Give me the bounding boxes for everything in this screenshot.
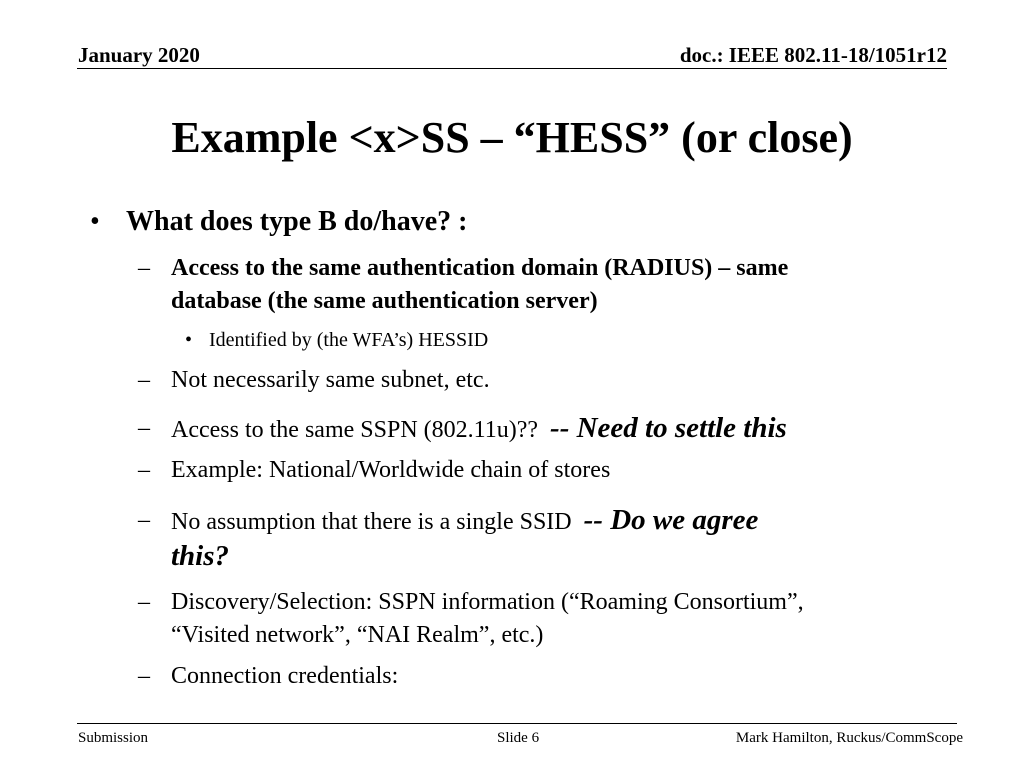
item-ssid-text: No assumption that there is a single SSID: [171, 509, 572, 535]
item-sspn-note: -- Need to settle this: [550, 412, 787, 444]
item-discovery-line2: “Visited network”, “NAI Realm”, etc.): [171, 622, 544, 648]
header-date: January 2020: [78, 43, 200, 67]
dash-marker: –: [138, 663, 150, 689]
item-sspn-text: Access to the same SSPN (802.11u)??: [171, 417, 539, 443]
dash-marker: –: [138, 255, 150, 281]
dash-marker: –: [138, 457, 150, 483]
footer-author: Mark Hamilton, Ruckus/CommScope: [735, 730, 963, 746]
item-auth-domain-line2: database (the same authentication server): [171, 288, 598, 314]
item-subnet: Not necessarily same subnet, etc.: [171, 367, 490, 393]
dash-marker: –: [138, 367, 150, 393]
dash-marker: –: [138, 589, 150, 615]
header-doc-id: doc.: IEEE 802.11-18/1051r12: [679, 43, 947, 67]
item-discovery-line1: Discovery/Selection: SSPN information (“Roaming Consortium”,: [171, 589, 804, 615]
footer-slide-number: Slide 6: [497, 730, 540, 746]
bullet-marker: •: [90, 206, 100, 237]
main-bullet: What does type B do/have? :: [126, 206, 468, 237]
item-hessid: Identified by (the WFA’s) HESSID: [209, 329, 489, 351]
item-sspn: [171, 413, 787, 445]
item-ssid-note-line2: this?: [171, 540, 230, 572]
item-ssid-note: -- Do we agree: [583, 504, 759, 536]
item-ssid: [171, 505, 758, 537]
header-rule: [77, 68, 947, 69]
item-auth-domain-line1: Access to the same authentication domain (RADIUS) – same: [171, 255, 789, 281]
sub-bullet-marker: •: [185, 329, 193, 351]
item-credentials: Connection credentials:: [171, 663, 399, 689]
dash-marker: –: [138, 507, 150, 533]
footer-submission: Submission: [78, 730, 149, 746]
dash-marker: –: [138, 415, 150, 441]
slide-title: Example <x>SS – “HESS” (or close): [171, 113, 853, 162]
footer-rule: [77, 723, 957, 724]
item-example-chain: Example: National/Worldwide chain of stores: [171, 457, 611, 483]
